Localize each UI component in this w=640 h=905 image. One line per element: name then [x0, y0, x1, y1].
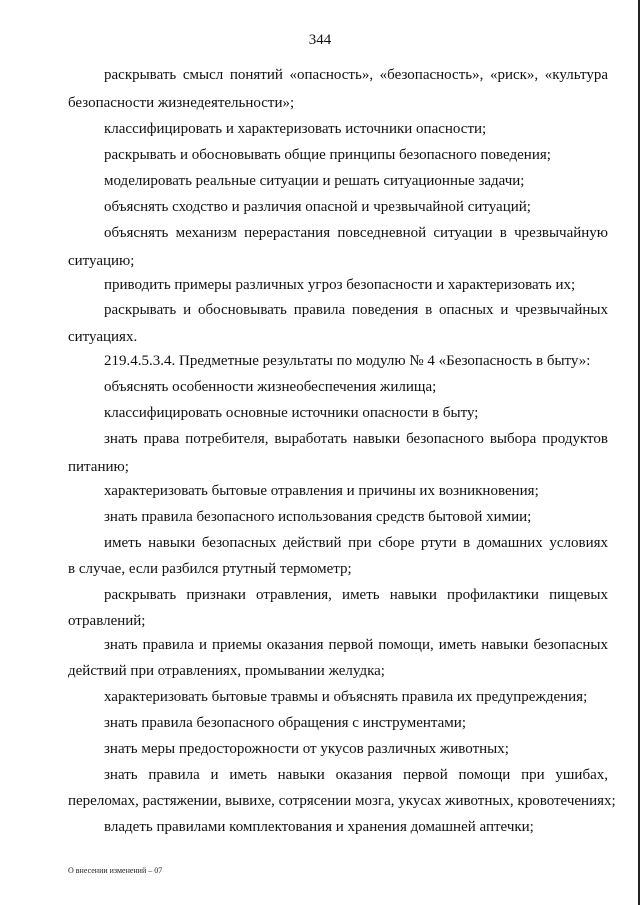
text-line: иметь навыки безопасных действий при сборе ртути в домашних условиях [104, 535, 608, 551]
text-line: объяснять сходство и различия опасной и чрезвычайной ситуаций; [104, 199, 531, 215]
text-line: знать права потребителя, выработать навыки безопасного выбора продуктов [104, 431, 608, 447]
section-heading: 219.4.5.3.4. Предметные результаты по модулю № 4 «Безопасность в быту»: [104, 353, 591, 369]
text-line: владеть правилами комплектования и хранения домашней аптечки; [104, 819, 534, 835]
text-line: отравлений; [68, 613, 146, 629]
text-line: раскрывать и обосновывать общие принципы безопасного поведения; [104, 147, 551, 163]
text-line: ситуациях. [68, 329, 138, 345]
text-line: знать правила безопасного обращения с инструментами; [104, 715, 466, 731]
page-number: 344 [308, 32, 332, 48]
text-line: знать правила и иметь навыки оказания первой помощи при ушибах, [104, 767, 608, 783]
text-line: знать правила безопасного использования средств бытовой химии; [104, 509, 532, 525]
text-line: объяснять механизм перерастания повседневной ситуации в чрезвычайную [104, 225, 608, 241]
text-line: знать правила и приемы оказания первой помощи, иметь навыки безопасных [104, 637, 608, 653]
text-line: раскрывать и обосновывать правила поведения в опасных и чрезвычайных [104, 302, 608, 318]
text-line: действий при отравлениях, промывании желудка; [68, 663, 385, 679]
text-line: моделировать реальные ситуации и решать ситуационные задачи; [104, 173, 525, 189]
text-line: классифицировать и характеризовать источники опасности; [104, 121, 487, 137]
text-line: объяснять особенности жизнеобеспечения жилища; [104, 379, 437, 395]
text-line: безопасности жизнедеятельности»; [68, 95, 295, 111]
text-line: в случае, если разбился ртутный термометр; [68, 561, 352, 577]
text-line: знать меры предосторожности от укусов различных животных; [104, 741, 509, 757]
text-line: приводить примеры различных угроз безопасности и характеризовать их; [104, 277, 576, 293]
text-line: ситуацию; [68, 253, 135, 269]
text-line: питанию; [68, 459, 129, 475]
text-line: переломах, растяжении, вывихе, сотрясении мозга, укусах животных, кровотечениях; [68, 793, 616, 809]
text-line: раскрывать признаки отравления, иметь навыки профилактики пищевых [104, 587, 608, 603]
text-line: классифицировать основные источники опасности в быту; [104, 405, 479, 421]
text-line: характеризовать бытовые травмы и объяснять правила их предупреждения; [104, 689, 588, 705]
text-line: характеризовать бытовые отравления и причины их возникновения; [104, 483, 539, 499]
footer-note: О внесении изменений – 07 [68, 866, 163, 875]
text-line: раскрывать смысл понятий «опасность», «безопасность», «риск», «культура [104, 67, 608, 83]
